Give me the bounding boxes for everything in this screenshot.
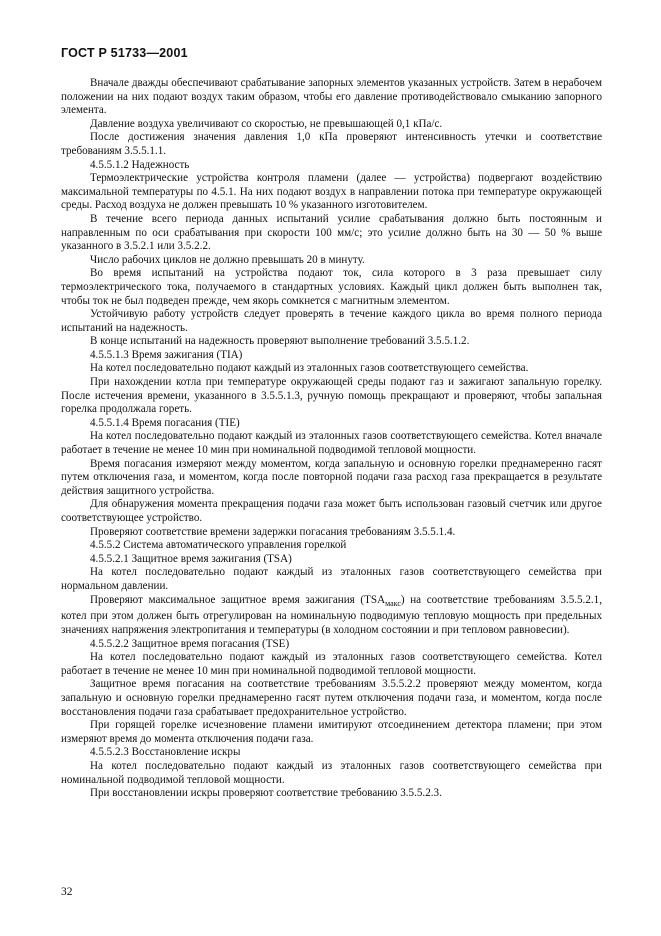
paragraph: На котел последовательно подают каждый из эталонных газов соответствующего семейства при номинальной подводимой тепловой мощности. bbox=[61, 759, 602, 786]
section-heading: 4.5.5.2.2 Защитное время погасания (TSE) bbox=[90, 637, 290, 650]
section-heading: 4.5.5.2.3 Восстановление искры bbox=[90, 746, 241, 759]
paragraph: Вначале дважды обеспечивают срабатывание запорных элементов указанных устройств. Затем в нерабочем положении на них подают воздух таким образом, чтобы его давление противодействовало смыканию запорного элемента. bbox=[61, 77, 602, 117]
paragraph: В течение всего периода данных испытаний усилие срабатывания должно быть постоянным и направленным по оси срабатывания при скорости 100 мм/с; это усилие должно быть на 30 — 50 % выше указанного в 3.5.2.1 или 3.5.2.2. bbox=[61, 212, 602, 253]
paragraph: При восстановлении искры проверяют соответствие требованию 3.5.5.2.3. bbox=[90, 787, 442, 800]
paragraph: Во время испытаний на устройства подают ток, сила которого в 3 раза превышает силу термоэлектрического тока, получаемого в стандартных условиях. Каждый цикл должен быть выполнен так, чтобы ток не был подведен прежде, чем якорь сомкнется с магнитным элементом. bbox=[61, 267, 602, 307]
paragraph-part: Проверяют максимальное защитное время зажигания (TSA bbox=[90, 593, 386, 606]
paragraph: На котел последовательно подают каждый из эталонных газов соответствующего семейства при нормальном давлении. bbox=[61, 566, 602, 592]
paragraph: После достижения значения давления 1,0 кПа проверяют интенсивность утечки и соответствие требованиям 3.5.5.1.1. bbox=[61, 131, 602, 157]
paragraph: При горящей горелке исчезновение пламени имитируют отсоединением детектора пламени; при этом измеряют время до момента отключения подачи газа. bbox=[61, 719, 602, 745]
paragraph: Для обнаружения момента прекращения подачи газа может быть использован газовый счетчик или другое соответствующее устройство. bbox=[61, 498, 602, 524]
section-heading: 4.5.5.1.4 Время погасания (TIE) bbox=[90, 416, 240, 429]
section-heading: 4.5.5.2.1 Защитное время зажигания (TSA) bbox=[90, 552, 292, 565]
paragraph: На котел последовательно подают каждый из эталонных газов соответствующего семейства. Котел вначале работает в течение не менее 10 мин при номинальной подводимой тепловой мощности. bbox=[61, 430, 602, 457]
standard-header: ГОСТ Р 51733—2001 bbox=[61, 46, 188, 60]
paragraph-tsa-max bbox=[61, 594, 602, 638]
section-heading: 4.5.5.2 Система автоматического управления горелкой bbox=[90, 539, 347, 552]
paragraph: В конце испытаний на надежность проверяют выполнение требований 3.5.5.1.2. bbox=[90, 335, 470, 348]
paragraph: Время погасания измеряют между моментом, когда запальную и основную горелки преднамеренно гасят путем отключения газа, и моментом, когда после повторной подачи газа расход газа прекращается в результате действия защитного устройства. bbox=[61, 457, 602, 497]
paragraph: На котел последовательно подают каждый из эталонных газов соответствующего семейства. Котел работает в течение не менее 10 мин при номинальной подводимой тепловой мощности. bbox=[61, 651, 602, 677]
paragraph: При нахождении котла при температуре окружающей среды подают газ и зажигают запальную горелку. После истечения времени, указанного в 3.5.5.1.3, ручную помощь прекращают и проверяют, чтобы запальная горелка продолжала гореть. bbox=[61, 376, 602, 416]
paragraph: Термоэлектрические устройства контроля пламени (далее — устройства) подвергают воздействию максимальной температуры по 4.5.1. На них подают воздух в направлении потока при температуре окружающей среды. Расход воздуха не должен превышать 10 % указанного изготовителем. bbox=[61, 172, 602, 212]
paragraph: Число рабочих циклов не должно превышать 20 в минуту. bbox=[90, 253, 365, 266]
subscript: макс bbox=[385, 598, 401, 608]
paragraph-part: ) на соответствие требованиям 3.5.5.2.1, котел при этом должен быть отрегулирован на номинальную подводимую тепловую мощность при предельных значениях напряжения электропитания и температуры (в холодном состоянии и при тепловом равновесии). bbox=[61, 593, 602, 636]
document-body bbox=[61, 77, 602, 801]
paragraph: На котел последовательно подают каждый из эталонных газов соответствующего семейства. bbox=[90, 362, 529, 375]
paragraph: Давление воздуха увеличивают со скоростью, не превышающей 0,1 кПа/с. bbox=[90, 117, 443, 130]
paragraph: Устойчивую работу устройств следует проверять в течение каждого цикла во время полного периода испытаний на надежность. bbox=[61, 308, 602, 334]
page-number: 32 bbox=[61, 886, 73, 898]
section-heading: 4.5.5.1.2 Надежность bbox=[90, 158, 190, 171]
section-heading: 4.5.5.1.3 Время зажигания (TIA) bbox=[90, 348, 243, 361]
paragraph: Защитное время погасания на соответствие требованиям 3.5.5.2.2 проверяют между моментом, когда запальную и основную горелки преднамеренно гасят путем отключения подачи газа, и моментом, когда после восстановления подачи газа срабатывает предохранительное устройство. bbox=[61, 678, 602, 718]
paragraph: Проверяют соответствие времени задержки погасания требованиям 3.5.5.1.4. bbox=[90, 525, 456, 538]
